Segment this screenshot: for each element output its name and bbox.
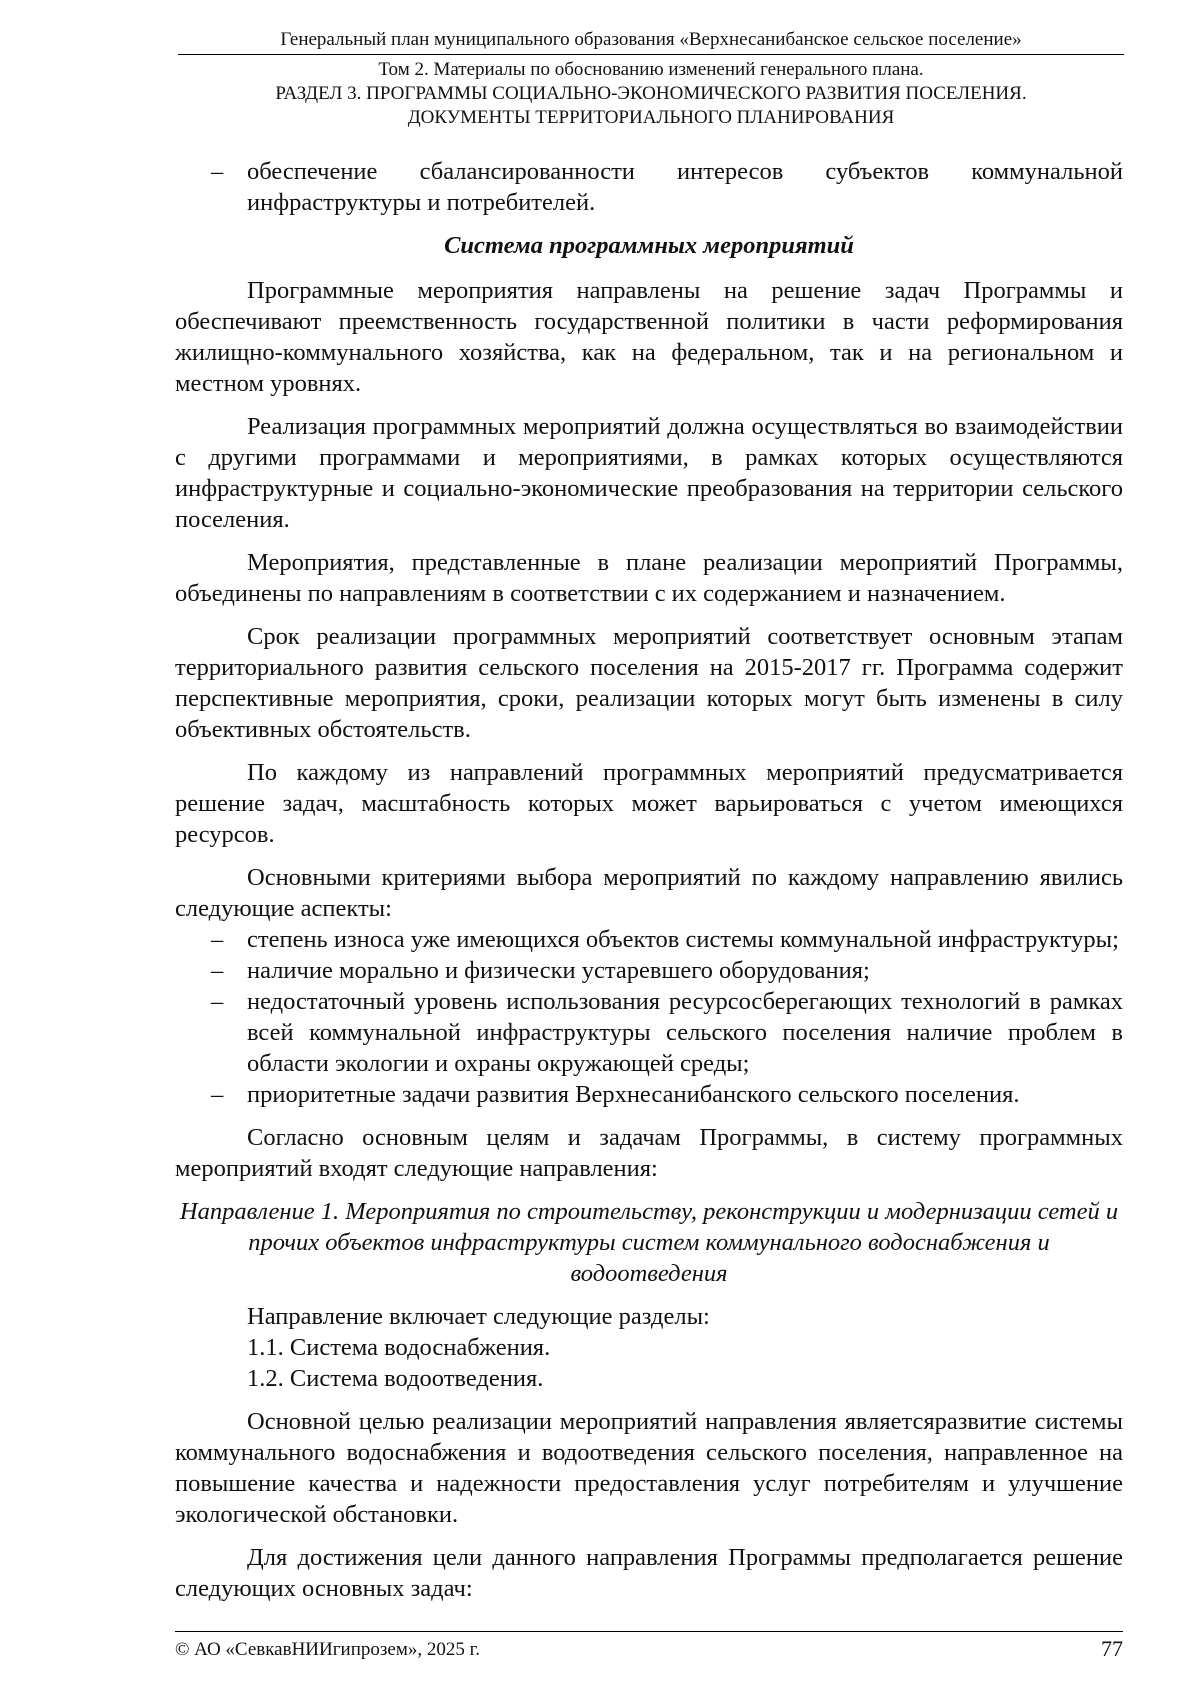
top-bullet-list — [175, 156, 1123, 218]
section-heading: Система программных мероприятий — [444, 232, 854, 259]
dash-bullet: – — [211, 926, 224, 953]
document-body — [175, 156, 1123, 1616]
sections-intro: Направление включает следующие разделы: — [247, 1303, 710, 1330]
header-subtitle — [178, 58, 1124, 130]
header-divider — [178, 54, 1124, 55]
paragraph: Реализация программных мероприятий должна осуществляться во взаимодействии с другими программами и мероприятиями, в рамках которых осуществляются инфраструктурные и социально-экономические преобразования на территории сельского поселения. — [175, 413, 1123, 533]
page-number: 77 — [1101, 1636, 1123, 1661]
list-item-text: приоритетные задачи развития Верхнесанибанского сельского поселения. — [247, 1081, 1020, 1108]
paragraph: Для достижения цели данного направления Программы предполагается решение следующих основных задач: — [175, 1544, 1123, 1602]
list-item — [175, 1079, 1123, 1110]
direction-heading: Направление 1. Мероприятия по строительству, реконструкции и модернизации сетей и прочих объектов инфраструктуры систем коммунального водоснабжения и водоотведения — [179, 1198, 1119, 1287]
list-item-text: обеспечение сбалансированности интересов субъектов коммунальной инфраструктуры и потребителей. — [247, 158, 1123, 216]
dash-bullet: – — [211, 988, 224, 1015]
dash-bullet: – — [211, 158, 224, 185]
list-item — [175, 986, 1123, 1079]
section-item: 1.2. Система водоотведения. — [247, 1365, 544, 1392]
list-item-text: степень износа уже имеющихся объектов системы коммунальной инфраструктуры; — [247, 926, 1119, 953]
paragraph: Программные мероприятия направлены на решение задач Программы и обеспечивают преемственность государственной политики в части реформирования жилищно-коммунального хозяйства, как на федеральном, так и на региональном и местном уровнях. — [175, 277, 1123, 397]
section-item: 1.1. Система водоснабжения. — [247, 1334, 551, 1361]
header-volume: Том 2. Материалы по обоснованию изменений генерального плана. — [378, 59, 924, 80]
header-title: Генеральный план муниципального образования «Верхнесанибанское сельское поселение» — [280, 29, 1022, 50]
list-item-text: недостаточный уровень использования ресурсосберегающих технологий в рамках всей коммунальной инфраструктуры сельского поселения наличие проблем в области экологии и охраны окружающей среды; — [247, 988, 1123, 1077]
footer-copyright: © АО «СевкавНИИгипрозем», 2025 г. — [175, 1639, 480, 1660]
list-item — [175, 156, 1123, 218]
criteria-list — [175, 924, 1123, 1110]
paragraph: По каждому из направлений программных мероприятий предусматривается решение задач, масштабность которых может варьироваться с учетом имеющихся ресурсов. — [175, 759, 1123, 848]
footer-divider — [175, 1631, 1123, 1632]
paragraph: Мероприятия, представленные в плане реализации мероприятий Программы, объединены по направлениям в соответствии с их содержанием и назначением. — [175, 549, 1123, 607]
list-item-text: наличие морально и физически устаревшего оборудования; — [247, 957, 870, 984]
dash-bullet: – — [211, 957, 224, 984]
list-item — [175, 955, 1123, 986]
paragraph: Основными критериями выбора мероприятий по каждому направлению явились следующие аспекты: — [175, 864, 1123, 922]
header-section-line-2: ДОКУМЕНТЫ ТЕРРИТОРИАЛЬНОГО ПЛАНИРОВАНИЯ — [407, 107, 895, 128]
paragraph: Согласно основным целям и задачам Программы, в систему программных мероприятий входят следующие направления: — [175, 1124, 1123, 1182]
list-item — [175, 924, 1123, 955]
paragraph: Основной целью реализации мероприятий направления являетсяразвитие системы коммунального водоснабжения и водоотведения сельского поселения, направленное на повышение качества и надежности предоставления услуг потребителям и улучшение экологической обстановки. — [175, 1408, 1123, 1528]
dash-bullet: – — [211, 1081, 224, 1108]
header-section-line-1: РАЗДЕЛ 3. ПРОГРАММЫ СОЦИАЛЬНО-ЭКОНОМИЧЕСКОГО РАЗВИТИЯ ПОСЕЛЕНИЯ. — [275, 83, 1027, 104]
paragraph: Срок реализации программных мероприятий соответствует основным этапам территориального развития сельского поселения на 2015-2017 гг. Программа содержит перспективные мероприятия, сроки, реализации которых могут быть изменены в силу объективных обстоятельств. — [175, 623, 1123, 743]
